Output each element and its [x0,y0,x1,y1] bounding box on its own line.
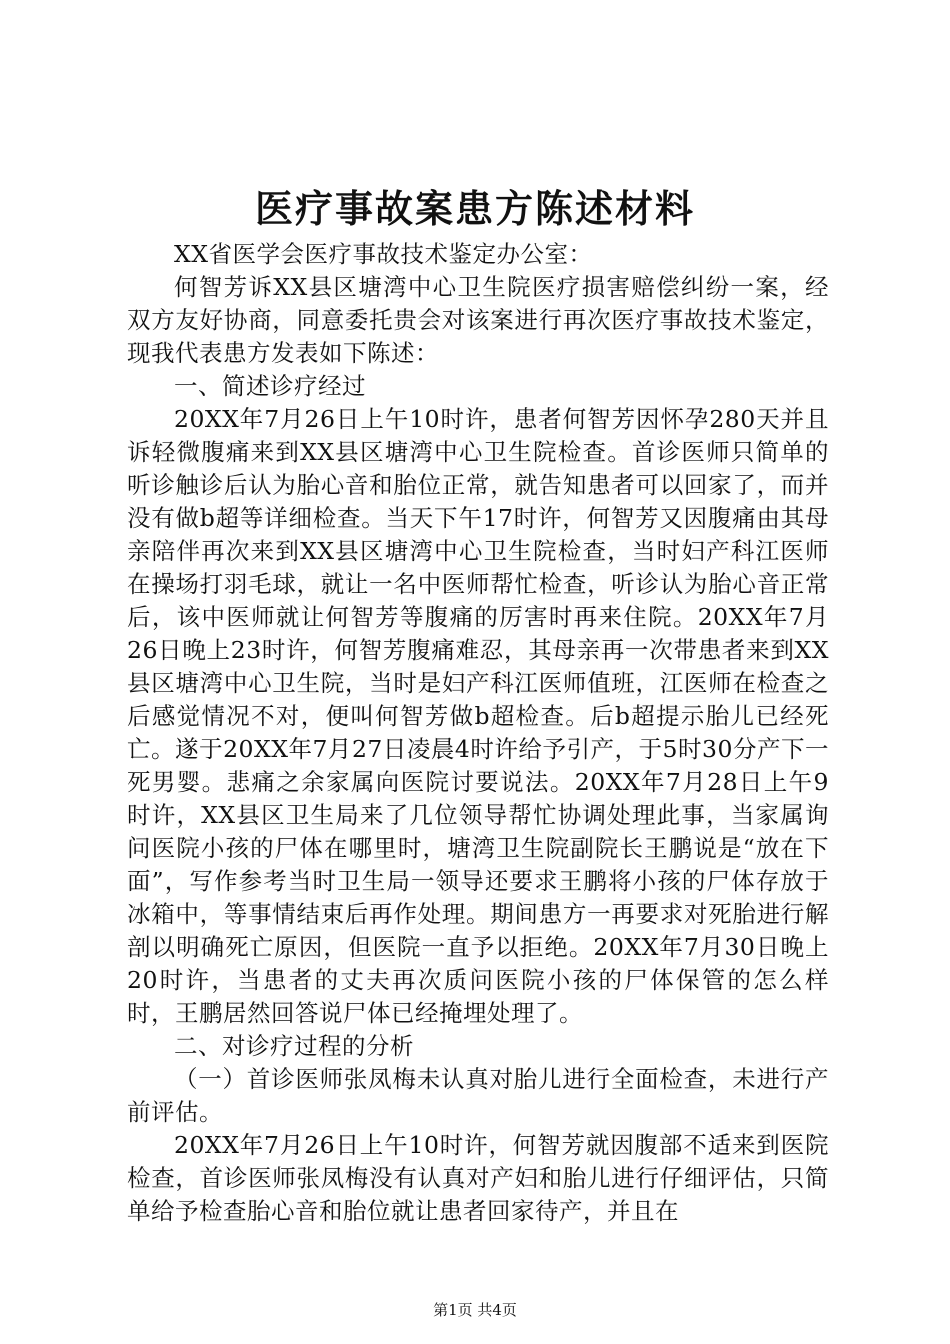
document-title: 医疗事故案患方陈述材料 [254,186,695,231]
document-body [127,238,829,1228]
analysis-paragraph: 20XX年7月26日上午10时许，何智芳就因腹部不适来到医院检查，首诊医师张凤梅没有认真对产妇和胎儿进行仔细评估，只简单给予检查胎心音和胎位就让患者回家待产，并且在 [127,1131,829,1225]
subsection-heading-1: （一）首诊医师张凤梅未认真对胎儿进行全面检查，未进行产前评估。 [127,1065,829,1126]
page-number-footer: 第1页 共4页 [433,1301,517,1319]
section-heading-2: 二、对诊疗过程的分析 [174,1032,414,1060]
treatment-narrative-paragraph: 20XX年7月26日上午10时许，患者何智芳因怀孕280天并且诉轻微腹痛来到XX县区塘湾中心卫生院检查。首诊医师只简单的听诊触诊后认为胎心音和胎位正常，就告知患者可以回家了，而并没有做b超等详细检查。当天下午17时许，何智芳又因腹痛由其母亲陪伴再次来到XX县区塘湾中心卫生院检查，当时妇产科江医师在操场打羽毛球，就让一名中医师帮忙检查，听诊认为胎心音正常后，该中医师就让何智芳等腹痛的厉害时再来住院。20XX年7月26日晚上23时许，何智芳腹痛难忍，其母亲再一次带患者来到XX县区塘湾中心卫生院，当时是妇产科江医师值班，江医师在检查之后感觉情况不对，便叫何智芳做b超检查。后b超提示胎儿已经死亡。遂于20XX年7月27日凌晨4时许给予引产，于5时30分产下一死男婴。悲痛之余家属向医院讨要说法。20XX年7月28日上午9时许，XX县区卫生局来了几位领导帮忙协调处理此事，当家属询问医院小孩的尸体在哪里时，塘湾卫生院副院长王鹏说是“放在下面”，写作参考当时卫生局一领导还要求王鹏将小孩的尸体存放于冰箱中，等事情结束后再作处理。期间患方一再要求对死胎进行解剖以明确死亡原因，但医院一直予以拒绝。20XX年7月30日晚上20时许，当患者的丈夫再次质问医院小孩的尸体保管的怎么样时，王鹏居然回答说尸体已经掩埋处理了。 [127,405,829,1027]
salutation-paragraph: XX省医学会医疗事故技术鉴定办公室： [174,240,593,268]
section-heading-1: 一、简述诊疗经过 [174,372,366,400]
intro-paragraph: 何智芳诉XX县区塘湾中心卫生院医疗损害赔偿纠纷一案，经双方友好协商，同意委托贵会对该案进行再次医疗事故技术鉴定，现我代表患方发表如下陈述： [127,273,829,367]
